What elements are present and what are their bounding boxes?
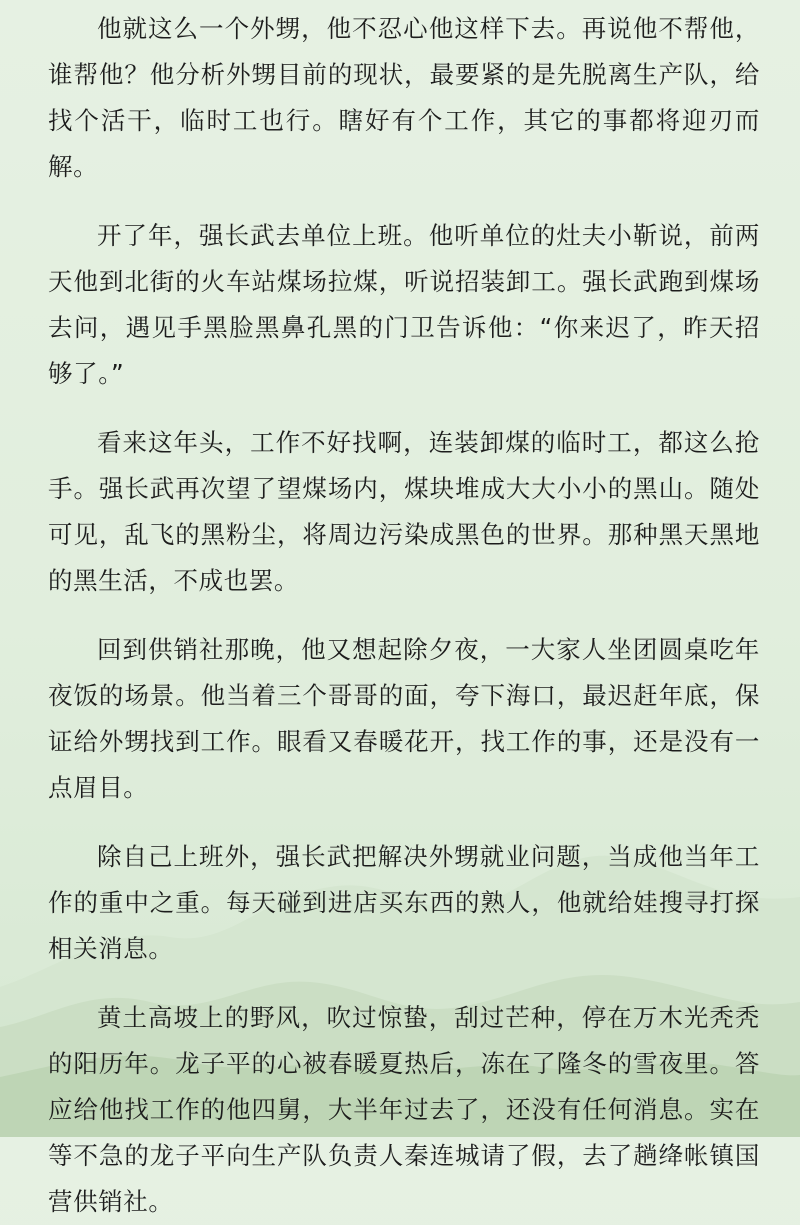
- paragraph: 除自己上班外，强长武把解决外甥就业问题，当成他当年工作的重中之重。每天碰到进店买东西的熟人，他就给娃搜寻打探相关消息。: [48, 842, 760, 963]
- paragraph: 回到供销社那晚，他又想起除夕夜，一大家人坐团圆桌吃年夜饭的场景。他当着三个哥哥的面，夸下海口，最迟赶年底，保证给外甥找到工作。眼看又春暖花开，找工作的事，还是没有一点眉目。: [48, 635, 760, 802]
- paragraph: 看来这年头，工作不好找啊，连装卸煤的临时工，都这么抢手。强长武再次望了望煤场内，煤块堆成大大小小的黑山。随处可见，乱飞的黑粉尘，将周边污染成黑色的世界。那种黑天黑地的黑生活，不成也罢。: [48, 428, 760, 595]
- paragraph: 开了年，强长武去单位上班。他听单位的灶夫小靳说，前两天他到北街的火车站煤场拉煤，听说招装卸工。强长武跑到煤场去问，遇见手黑脸黑鼻孔黑的门卫告诉他：“你来迟了，昨天招够了。”: [48, 221, 760, 388]
- paragraph: 黄土高坡上的野风，吹过惊蛰，刮过芒种，停在万木光秃秃的阳历年。龙子平的心被春暖夏热后，冻在了隆冬的雪夜里。答应给他找工作的他四舅，大半年过去了，还没有任何消息。实在等不急的龙子平向生产队负责人秦连城请了假，去了趟绛帐镇国营供销社。: [48, 1003, 760, 1216]
- paragraph: 他就这么一个外甥，他不忍心他这样下去。再说他不帮他，谁帮他？他分析外甥目前的现状，最要紧的是先脱离生产队，给找个活干，临时工也行。瞎好有个工作，其它的事都将迎刃而解。: [48, 14, 760, 181]
